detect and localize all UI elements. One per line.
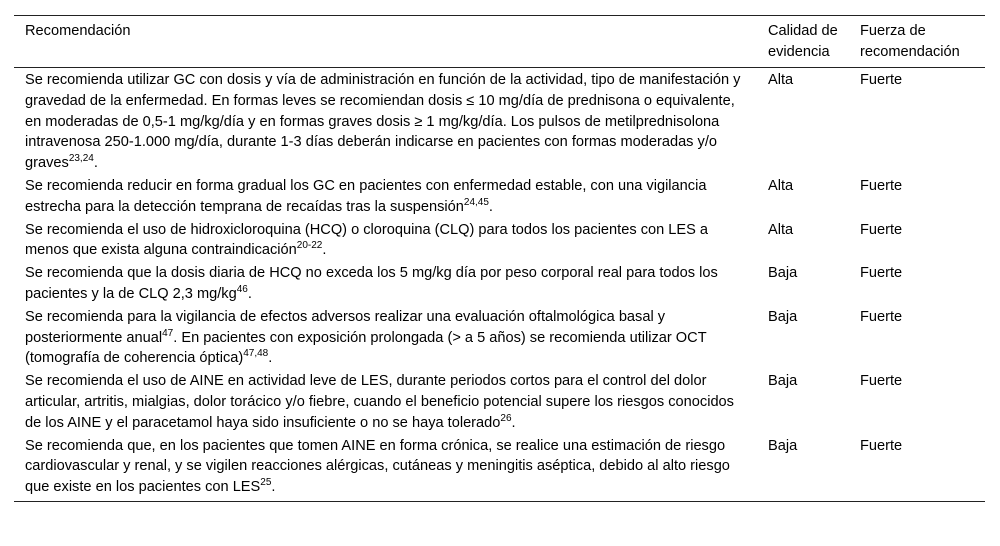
recommendation-text [14,68,757,175]
recommendation-text [14,306,757,370]
header-evidence-quality: Calidad de evidencia [768,23,838,60]
recommendation-text-part: Se recomienda que, en los pacientes que tomen AINE en forma crónica, se realice una estimación de riesgo cardiovascular y renal, y se vigilen reacciones alérgicas, cutáneas y meningitis aséptica, debido al alto riesgo que existe en los pacientes con LES [25,437,730,496]
evidence-quality: Alta [768,177,794,194]
evidence-quality: Alta [768,72,794,88]
reference-citation: 20-22 [296,240,323,252]
recommendation-text-part: Se recomienda el uso de AINE en actividad leve de LES, durante periodos cortos para el control del dolor articular, artritis, mialgias, dolor torácico y/o fiebre, cuando el beneficio potencial supere los riesgos conocidos de los AINE y el paracetamol haya sido insuficiente o no se haya tolerado [25,373,734,431]
table-row [14,435,985,502]
recommendation-text [14,219,757,263]
reference-citation: 24,45 [463,196,489,208]
table-row [14,175,985,219]
header-row [14,16,985,68]
table-body [14,68,985,502]
table-row [14,262,985,306]
recommendation-text [14,262,757,306]
recommendation-text-part: Se recomienda para la vigilancia de efectos adversos realizar una evaluación oftalmológica basal y posteriormente anual [25,308,666,346]
evidence-quality: Baja [768,308,798,325]
table-row [14,68,985,175]
recommendation-text [14,175,757,219]
recommendation-strength: Fuerte [860,265,903,282]
recommendation-text-tail: . [247,285,252,302]
recommendation-text-tail: . [93,155,98,172]
table-row [14,219,985,263]
recommendation-strength: Fuerte [860,177,903,194]
recommendation-strength: Fuerte [860,308,903,325]
evidence-quality: Baja [768,265,798,282]
recommendation-text-part: Se recomienda reducir en forma gradual los GC en pacientes con enfermedad estable, con una vigilancia estrecha para la detección temprana de recaídas tras la suspensión [25,177,707,215]
recommendation-text-tail: . [511,414,516,431]
header-recommendation-strength: Fuerza de recomendación [860,23,960,60]
table-header [14,16,985,68]
recommendation-strength: Fuerte [860,437,903,454]
table-row [14,370,985,434]
recommendation-text-tail: . [488,198,493,215]
recommendation-strength: Fuerte [860,72,903,88]
recommendation-text-tail: . [268,350,273,367]
recommendation-text [14,435,757,502]
evidence-quality: Baja [768,373,798,390]
evidence-quality: Baja [768,437,798,454]
recommendation-strength: Fuerte [860,221,903,238]
recommendations-table-container [14,15,985,502]
reference-citation: 47 [162,327,174,339]
reference-citation: 47,48 [243,348,269,360]
table-row [14,306,985,370]
evidence-quality: Alta [768,221,794,238]
recommendation-text-tail: . [322,242,327,259]
reference-citation: 23,24 [68,153,94,165]
recommendation-text [14,370,757,434]
reference-citation: 46 [236,284,248,296]
recommendation-text-part: . En pacientes con exposición prolongada (> a 5 años) se recomienda utilizar OCT (tomografía de coherencia óptica) [25,329,707,367]
recommendation-text-part: Se recomienda utilizar GC con dosis y vía de administración en función de la actividad, tipo de manifestación y gravedad de la enfermedad. En formas leves se recomiendan dosis ≤ 10 mg/día de prednisona o equivalente, en moderadas de 0,5-1 mg/kg/día y en formas graves dosis ≥ 1 mg/kg/día. Los pulsos de metilprednisolona intravenosa 250-1.000 mg/día, durante 1-3 días deberán indicarse en pacientes con formas moderadas y/o graves [25,72,741,172]
header-recommendation: Recomendación [25,23,131,39]
recommendation-text-tail: . [271,479,276,496]
recommendation-text-part: Se recomienda el uso de hidroxicloroquina (HCQ) o cloroquina (CLQ) para todos los pacientes con LES a menos que exista alguna contraindicación [25,221,709,259]
reference-citation: 25 [260,477,272,489]
recommendation-strength: Fuerte [860,373,903,390]
recommendations-table [14,15,985,502]
reference-citation: 26 [500,412,512,424]
recommendation-text-part: Se recomienda que la dosis diaria de HCQ no exceda los 5 mg/kg día por peso corporal real para todos los pacientes y la de CLQ 2,3 mg/kg [25,265,718,302]
